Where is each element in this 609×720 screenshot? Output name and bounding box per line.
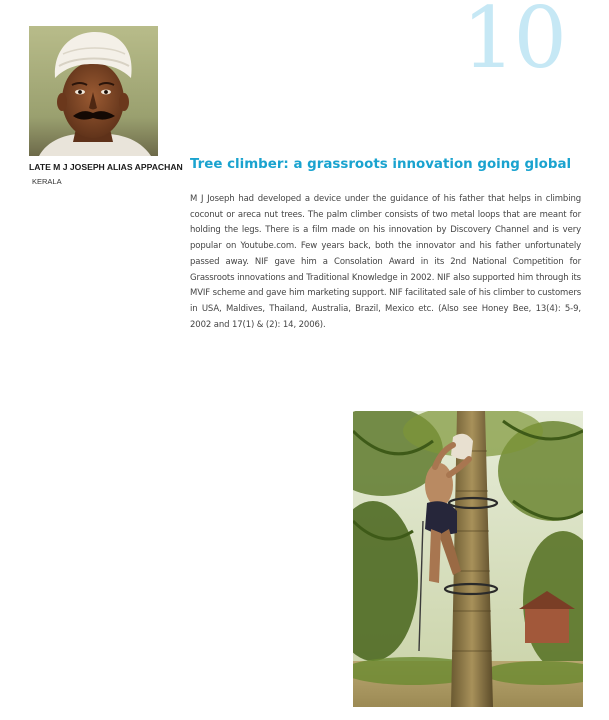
innovator-name: LATE M J JOSEPH ALIAS APPACHAN [29,162,183,172]
tree-climber-photo [353,411,583,707]
innovator-state: KERALA [32,177,62,186]
innovator-portrait [29,26,158,156]
page-number: 10 [462,0,565,87]
story-body: M J Joseph had developed a device under the guidance of his father that helps in climbing coconut or areca nut trees. The palm climber consists of two metal loops that are meant for holding the legs. There is a film made on his innovation by Discovery Channel and is very popular on Youtube.com. Few years back, both the innovator and his father unfortunately passed away. NIF gave him a Consolation Award in its 2nd National Competition for Grassroots innovations and Traditional Knowledge in 2002. NIF also supported him through its MVIF scheme and gave him marketing support. NIF facilitated sale of his climber to customers in USA, Maldives, Thailand, Australia, Brazil, Mexico etc. (Also see Honey Bee, 13(4): 5-9, 2002 and 17(1) & (2): 14, 2006). [190,194,581,330]
story-title: Tree climber: a grassroots innovation going global [190,157,572,172]
